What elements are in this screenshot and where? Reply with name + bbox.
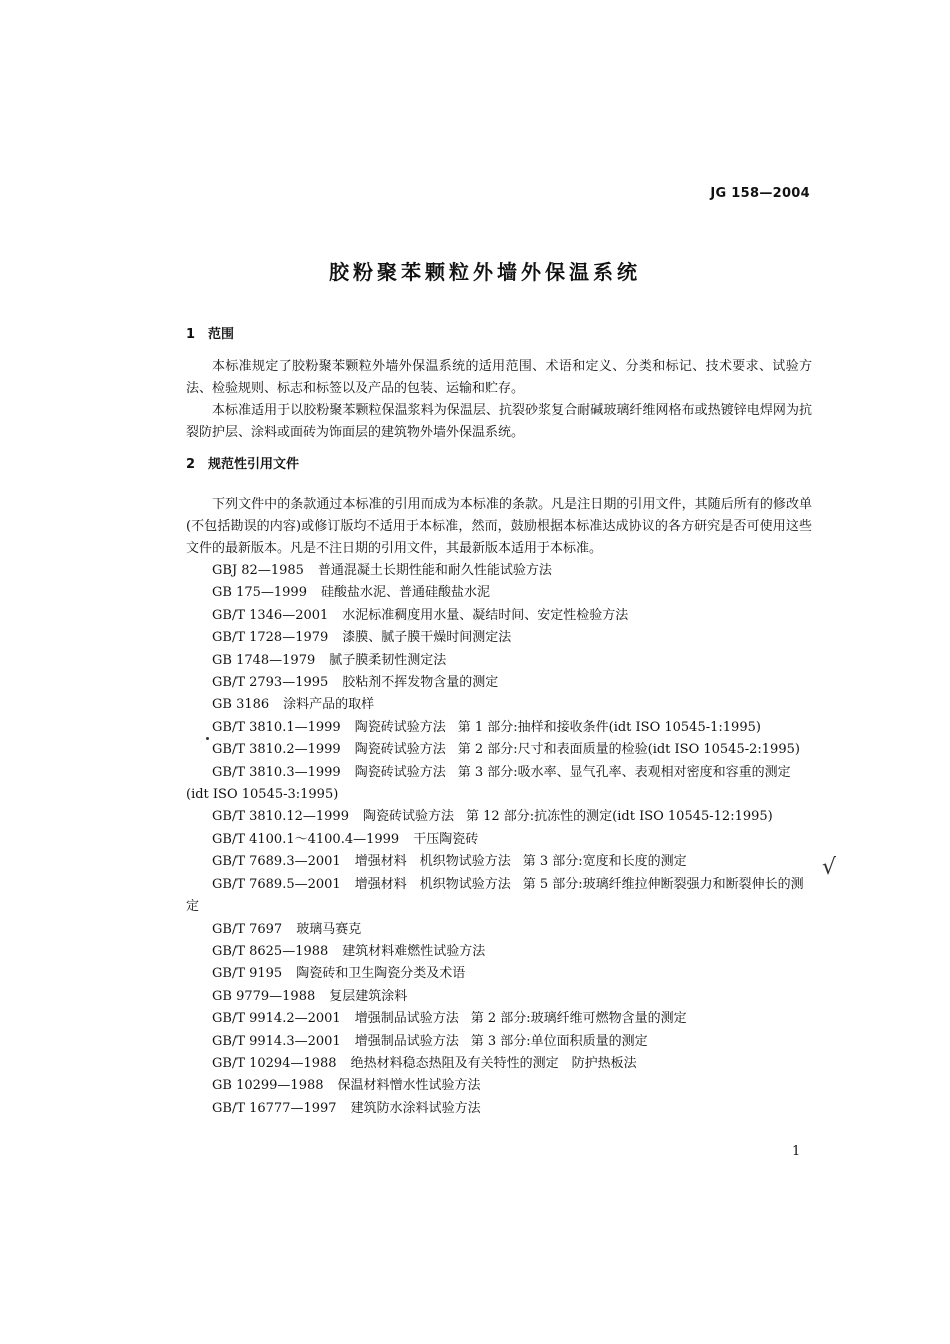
reference-title: 保温材料憎水性试验方法 <box>337 1078 481 1094</box>
section-heading-scope <box>186 324 812 346</box>
reference-item <box>186 672 812 694</box>
document-code: JG 158—2004 <box>710 186 810 201</box>
reference-code: GB/T 9914.3—2001 <box>212 1033 341 1049</box>
reference-title: 增强制品试验方法 <box>354 1033 459 1049</box>
reference-item <box>186 694 812 716</box>
reference-code: GB/T 7697 <box>212 921 283 937</box>
section-number: 2 <box>186 457 196 472</box>
reference-title: 陶瓷砖试验方法 <box>362 809 454 825</box>
reference-item <box>186 650 812 672</box>
reference-part: 第 2 部分:尺寸和表面质量的检验(idt ISO 10545-2:1995) <box>457 742 800 758</box>
reference-list <box>186 560 812 1120</box>
reference-title: 复层建筑涂料 <box>329 988 408 1004</box>
reference-title: 涂料产品的取样 <box>283 697 375 713</box>
reference-item <box>186 963 812 985</box>
reference-title: 建筑材料难燃性试验方法 <box>342 943 486 959</box>
reference-item <box>186 1075 812 1097</box>
reference-item <box>186 560 812 582</box>
reference-title: 陶瓷砖试验方法 <box>354 719 446 735</box>
reference-item <box>186 762 812 807</box>
reference-title: 硅酸盐水泥、普通硅酸盐水泥 <box>320 585 490 601</box>
reference-title: 建筑防水涂料试验方法 <box>350 1100 481 1116</box>
section-heading-normative-references <box>186 454 812 476</box>
scope-paragraph: 本标准规定了胶粉聚苯颗粒外墙外保温系统的适用范围、术语和定义、分类和标记、技术要求、试验方法、检验规则、标志和标签以及产品的包装、运输和贮存。 <box>186 359 812 396</box>
reference-item <box>186 1008 812 1030</box>
reference-code: GB/T 9914.2—2001 <box>212 1011 341 1027</box>
reference-code: GB/T 10294—1988 <box>212 1055 337 1071</box>
page-title: 胶粉聚苯颗粒外墙外保温系统 <box>329 260 641 284</box>
reference-code: GB/T 9195 <box>212 966 283 982</box>
reference-part: 第 1 部分:抽样和接收条件(idt ISO 10545-1:1995) <box>457 719 761 735</box>
reference-item <box>186 986 812 1008</box>
reference-title: 漆膜、腻子膜干燥时间测定法 <box>342 630 512 646</box>
reference-title: 陶瓷砖和卫生陶瓷分类及术语 <box>296 966 466 982</box>
reference-title: 腻子膜柔韧性测定法 <box>329 652 447 668</box>
reference-item <box>186 941 812 963</box>
reference-code: GB 175—1999 <box>212 585 307 601</box>
reference-part: 第 3 部分:吸水率、显气孔率、表观相对密度和容重的测定(idt ISO 10545-3:1995) <box>186 764 791 803</box>
page-number: 1 <box>792 1144 801 1159</box>
references-intro-paragraph: 下列文件中的条款通过本标准的引用而成为本标准的条款。凡是注日期的引用文件，其随后所有的修改单(不包括勘误的内容)或修订版均不适用于本标准，然而，鼓励根据本标准达成协议的各方研究是否可使用这些文件的最新版本。凡是不注日期的引用文件，其最新版本适用于本标准。 <box>186 497 812 556</box>
section-title: 规范性引用文件 <box>208 457 300 472</box>
reference-code: GB/T 1346—2001 <box>212 607 329 623</box>
reference-part: 第 3 部分:单位面积质量的测定 <box>470 1033 648 1049</box>
reference-part: 第 5 部分:玻璃纤维拉伸断裂强力和断裂伸长的测定 <box>186 876 804 915</box>
reference-title: 增强材料 机织物试验方法 <box>354 876 511 892</box>
reference-code: GB 1748—1979 <box>212 652 316 668</box>
reference-item <box>186 1098 812 1120</box>
reference-item <box>186 739 812 761</box>
reference-code: GB 10299—1988 <box>212 1078 324 1094</box>
reference-code: GB/T 1728—1979 <box>212 630 329 646</box>
reference-title: 增强制品试验方法 <box>354 1011 459 1027</box>
reference-code: GB/T 2793—1995 <box>212 675 329 691</box>
reference-item <box>186 829 812 851</box>
reference-part: 第 3 部分:宽度和长度的测定 <box>522 854 687 870</box>
check-mark-icon: √ <box>822 855 837 880</box>
section-number: 1 <box>186 327 196 342</box>
reference-item <box>186 806 812 828</box>
reference-code: GB/T 3810.2—1999 <box>212 742 341 758</box>
reference-title: 普通混凝土长期性能和耐久性能试验方法 <box>317 563 552 578</box>
reference-code: GB/T 7689.3—2001 <box>212 854 341 870</box>
reference-title: 陶瓷砖试验方法 <box>354 764 446 780</box>
reference-code: GB/T 3810.1—1999 <box>212 719 341 735</box>
reference-title: 水泥标准稠度用水量、凝结时间、安定性检验方法 <box>342 607 629 623</box>
reference-part: 第 12 部分:抗冻性的测定(idt ISO 10545-12:1995) <box>465 809 773 825</box>
reference-item <box>186 874 812 919</box>
reference-item <box>186 582 812 604</box>
document-body <box>186 324 812 1120</box>
reference-title: 增强材料 机织物试验方法 <box>354 854 511 870</box>
reference-code: GB 9779—1988 <box>212 988 316 1004</box>
reference-item <box>186 851 812 873</box>
reference-item <box>186 919 812 941</box>
reference-item <box>186 605 812 627</box>
reference-item <box>186 627 812 649</box>
reference-title: 干压陶瓷砖 <box>413 831 479 847</box>
reference-title: 陶瓷砖试验方法 <box>354 742 446 758</box>
reference-code: GB/T 16777—1997 <box>212 1100 337 1116</box>
reference-code: GB/T 3810.3—1999 <box>212 764 341 780</box>
reference-item <box>186 717 812 739</box>
reference-part: 第 2 部分:玻璃纤维可燃物含量的测定 <box>470 1011 687 1027</box>
reference-code: GB 3186 <box>212 697 270 713</box>
reference-code: GB/T 3810.12—1999 <box>212 809 349 825</box>
scope-paragraph: 本标准适用于以胶粉聚苯颗粒保温浆料为保温层、抗裂砂浆复合耐碱玻璃纤维网格布或热镀锌电焊网为抗裂防护层、涂料或面砖为饰面层的建筑物外墙外保温系统。 <box>186 403 812 440</box>
reference-item <box>186 1031 812 1053</box>
section-title: 范围 <box>208 327 235 342</box>
reference-code: GB/T 8625—1988 <box>212 943 329 959</box>
reference-code: GB/T 4100.1～4100.4—1999 <box>212 831 400 847</box>
scan-speck <box>206 737 209 740</box>
reference-title: 胶粘剂不挥发物含量的测定 <box>342 675 499 691</box>
reference-title: 绝热材料稳态热阻及有关特性的测定 防护热板法 <box>350 1055 637 1071</box>
reference-title: 玻璃马赛克 <box>296 921 362 937</box>
reference-item <box>186 1053 812 1075</box>
reference-code: GBJ 82—1985 <box>212 563 304 578</box>
reference-code: GB/T 7689.5—2001 <box>212 876 341 892</box>
